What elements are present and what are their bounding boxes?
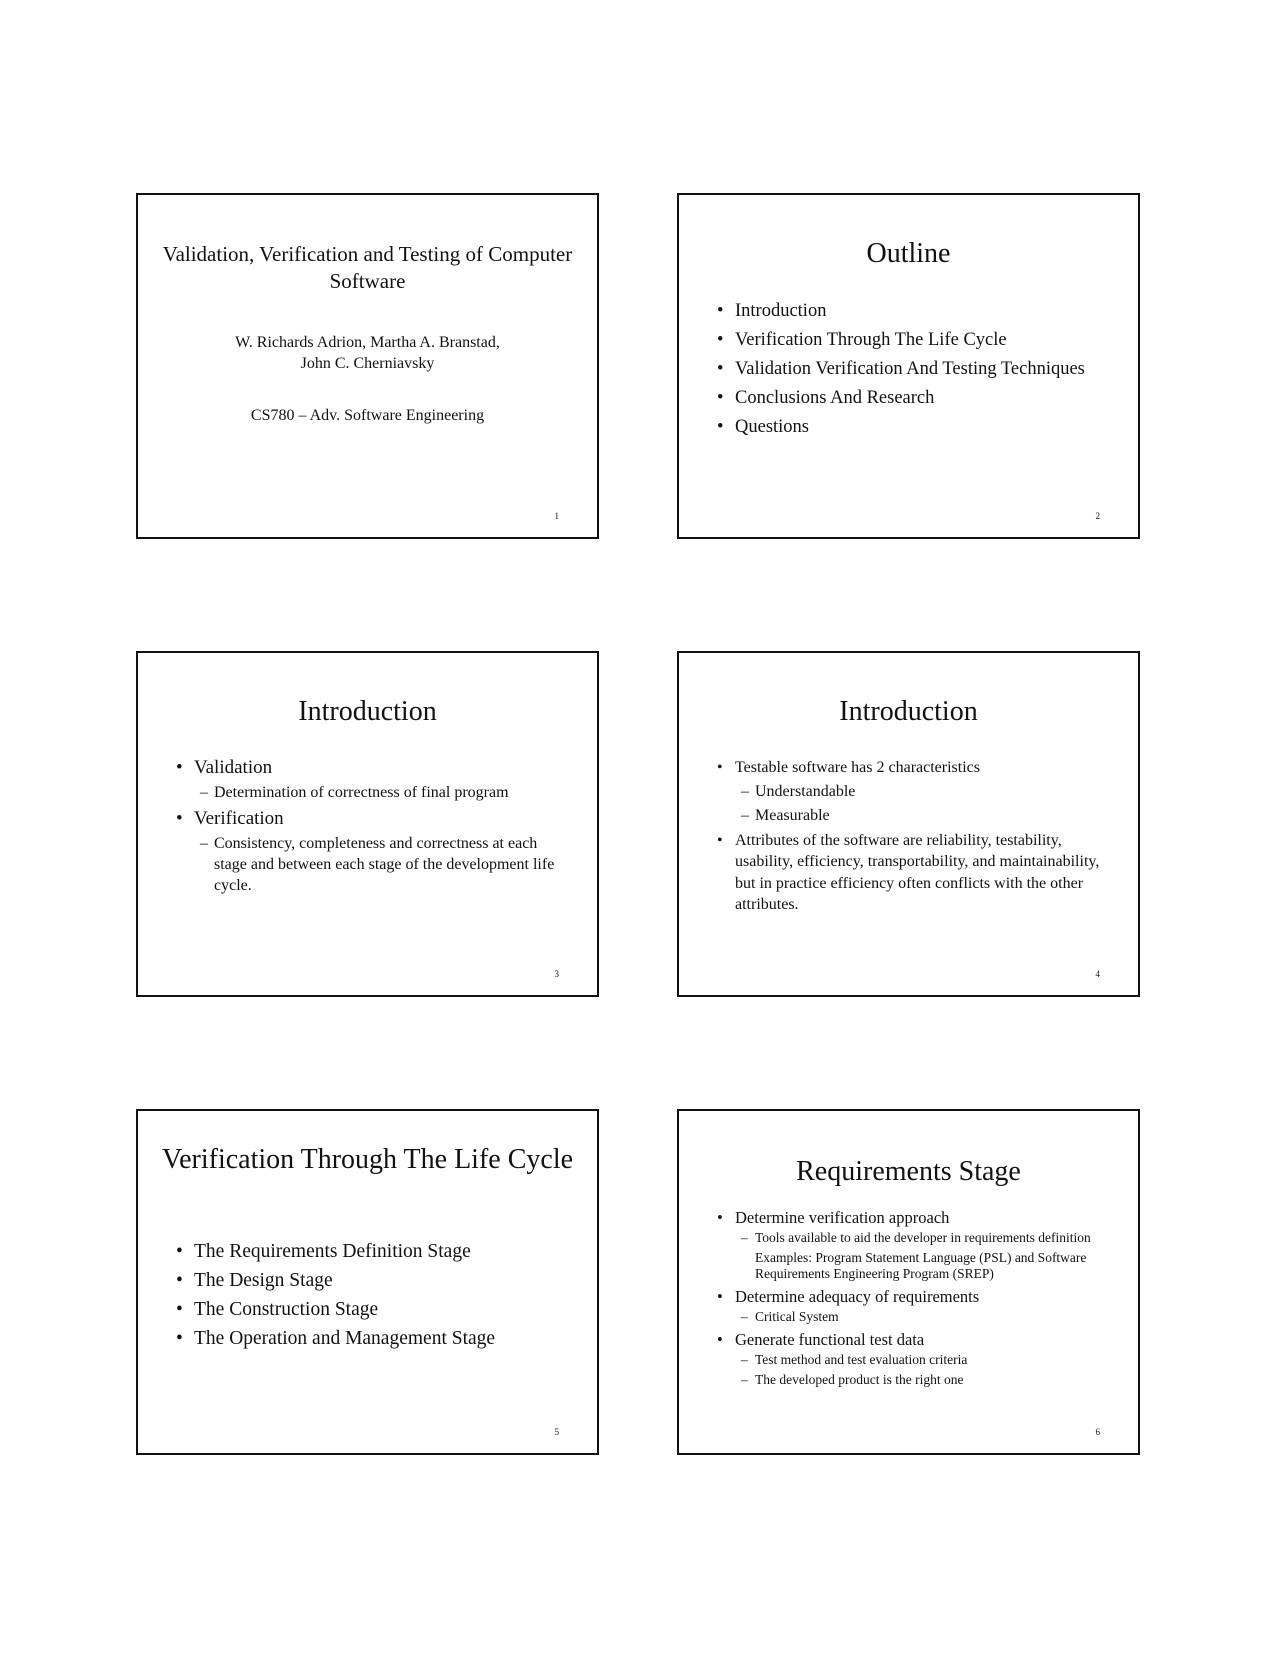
- bullet-item: • Verification Through The Life Cycle: [707, 328, 1118, 353]
- bullet-item: [707, 1329, 1118, 1350]
- slide-content: [707, 757, 1118, 918]
- bullet-list: [707, 1207, 1118, 1228]
- bullet-text: Generate functional test data: [735, 1330, 925, 1349]
- slide-authors: [158, 332, 577, 374]
- slide-title: Validation, Verification and Testing of Computer Software: [162, 242, 573, 293]
- sub-bullet-list: [158, 833, 567, 896]
- sub-bullet-item: – Consistency, completeness and correctness at each stage and between each stage of the development life cycle.: [200, 833, 567, 896]
- bullet-item: • Validation Verification And Testing Techniques: [707, 357, 1118, 382]
- bullet-list: [707, 830, 1118, 916]
- slide-2: [677, 193, 1140, 539]
- sub-bullet-item: – Tools available to aid the developer in requirements definition: [741, 1230, 1118, 1246]
- slide-4: [677, 651, 1140, 997]
- bullet-item: [707, 1207, 1118, 1228]
- sub-bullet-list: [699, 1230, 1118, 1246]
- bullet-list: [166, 755, 567, 780]
- bullet-item: • Questions: [707, 415, 1118, 440]
- slide-title: Outline: [866, 238, 951, 269]
- sub-bullet-list: [158, 782, 567, 803]
- sub-bullet-list: [699, 781, 1118, 827]
- bullet-text: Determine adequacy of requirements: [735, 1287, 980, 1306]
- bullet-item: • The Design Stage: [166, 1268, 577, 1293]
- slide-number: 4: [1095, 969, 1100, 979]
- slide-number: 5: [554, 1427, 559, 1437]
- bullet-item: [166, 755, 567, 780]
- author-line: W. Richards Adrion, Martha A. Branstad,: [235, 334, 500, 351]
- bullet-item: [707, 830, 1118, 916]
- slide-content: [166, 755, 567, 899]
- bullet-item: [166, 806, 567, 831]
- sub-bullet-list: [699, 1352, 1118, 1388]
- slide-1: [136, 193, 599, 539]
- slide-title: Verification Through The Life Cycle: [161, 1144, 574, 1175]
- slide-title: Requirements Stage: [796, 1156, 1021, 1187]
- sub-bullet-list: [699, 1309, 1118, 1325]
- bullet-list: [166, 806, 567, 831]
- slide-number: 1: [554, 511, 559, 521]
- sub-bullet-item: – Determination of correctness of final program: [200, 782, 567, 803]
- example-text: Examples: Program Statement Language (PSL) and Software Requirements Engineering Program (SREP): [755, 1250, 1087, 1281]
- bullet-item: • The Requirements Definition Stage: [166, 1239, 577, 1264]
- bullet-item: • Introduction: [707, 299, 1118, 324]
- sub-bullet-item: – Understandable: [741, 781, 1118, 803]
- slide-title: Introduction: [839, 696, 978, 727]
- slide-6: [677, 1109, 1140, 1455]
- slide-3: [136, 651, 599, 997]
- bullet-text: Determine verification approach: [735, 1208, 950, 1227]
- bullet-list: [707, 1329, 1118, 1350]
- slide-number: 6: [1095, 1427, 1100, 1437]
- sub-bullet-item: – The developed product is the right one: [741, 1372, 1118, 1388]
- course-name: CS780 – Adv. Software Engineering: [250, 407, 485, 424]
- slide-content: [707, 1207, 1118, 1392]
- sub-bullet-item: – Measurable: [741, 805, 1118, 827]
- bullet-item: [707, 757, 1118, 779]
- bullet-list: [707, 757, 1118, 779]
- slide-5: [136, 1109, 599, 1455]
- bullet-text: Attributes of the software are reliability, testability, usability, efficiency, transportability, and maintainability, but in practice efficiency often conflicts with the other attributes.: [735, 831, 1100, 913]
- bullet-list: [166, 1239, 577, 1355]
- bullet-text: Testable software has 2 characteristics: [735, 759, 980, 776]
- slide-number: 2: [1095, 511, 1100, 521]
- author-line: John C. Cherniavsky: [300, 355, 435, 372]
- bullet-item: • The Operation and Management Stage: [166, 1326, 577, 1351]
- slide-title: Introduction: [298, 696, 437, 727]
- sub-bullet-item: – Test method and test evaluation criteria: [741, 1352, 1118, 1368]
- bullet-list: [707, 299, 1118, 444]
- sub-bullet-item: – Critical System: [741, 1309, 1118, 1325]
- bullet-item: [707, 1286, 1118, 1307]
- slide-number: 3: [554, 969, 559, 979]
- bullet-item: • The Construction Stage: [166, 1297, 577, 1322]
- bullet-list: [707, 1286, 1118, 1307]
- bullet-item: • Conclusions And Research: [707, 386, 1118, 411]
- bullet-text: Validation: [194, 757, 273, 778]
- bullet-text: Verification: [194, 808, 284, 829]
